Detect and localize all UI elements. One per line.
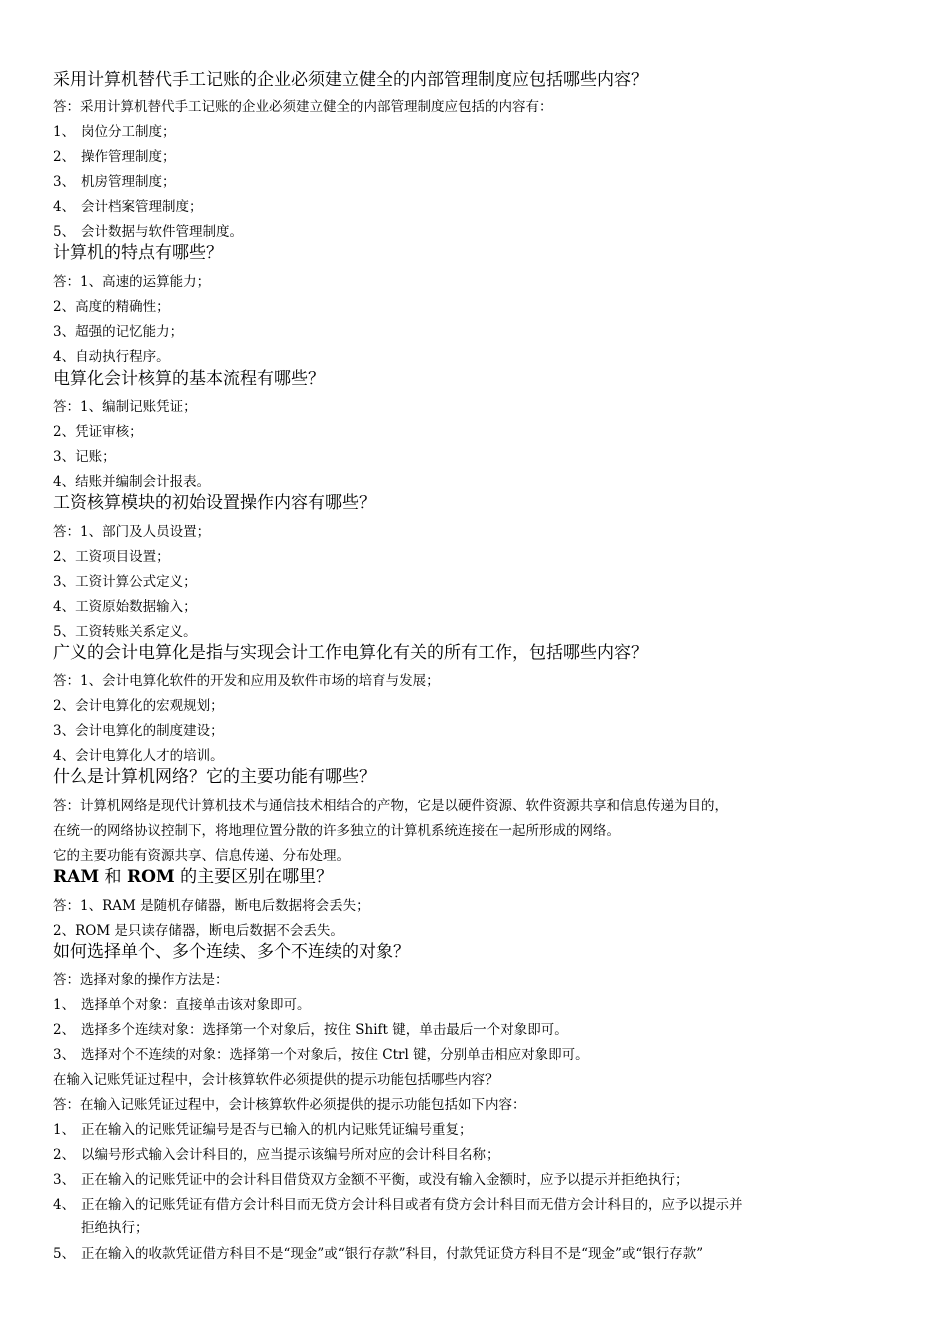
list-number: 3、 [53, 174, 76, 190]
answer-line: 2、会计电算化的宏观规划； [53, 698, 224, 714]
answer-line: 答：1、高速的运算能力； [53, 274, 211, 290]
answer-line: 答：1、RAM 是随机存储器，断电后数据将会丢失； [53, 898, 370, 914]
list-text: 会计数据与软件管理制度。 [81, 224, 243, 240]
question-heading: 广义的会计电算化是指与实现会计工作电算化有关的所有工作，包括哪些内容？ [53, 643, 648, 663]
list-item-continuation: 拒绝执行； [81, 1220, 149, 1236]
question-heading: 计算机的特点有哪些？ [53, 243, 223, 263]
list-number: 3、 [53, 1172, 76, 1188]
list-text: 正在输入的记账凭证中的会计科目借贷双方金额不平衡，或没有输入金额时，应予以提示并拒绝执行； [81, 1172, 689, 1188]
answer-line: 4、工资原始数据输入； [53, 599, 197, 615]
heading-text: 和 [99, 867, 127, 887]
list-number: 1、 [53, 124, 76, 140]
list-number: 5、 [53, 224, 76, 240]
question-heading [53, 866, 333, 888]
answer-line: 答：1、会计电算化软件的开发和应用及软件市场的培育与发展； [53, 673, 440, 689]
answer-line: 在统一的网络协议控制下，将地理位置分散的许多独立的计算机系统连接在一起所形成的网络。 [53, 823, 620, 839]
question-heading: 采用计算机替代手工记账的企业必须建立健全的内部管理制度应包括哪些内容？ [53, 70, 648, 90]
list-text: 选择单个对象：直接单击该对象即可。 [81, 997, 311, 1013]
list-number: 4、 [53, 1197, 76, 1213]
list-number: 1、 [53, 1122, 76, 1138]
answer-line: 3、超强的记忆能力； [53, 324, 184, 340]
question-heading: 电算化会计核算的基本流程有哪些？ [53, 369, 325, 389]
answer-line: 2、ROM 是只读存储器，断电后数据不会丢失。 [53, 923, 344, 939]
heading-text: 的主要区别在哪里？ [174, 867, 334, 887]
answer-line: 2、工资项目设置； [53, 549, 170, 565]
list-text: 正在输入的记账凭证有借方会计科目而无贷方会计科目或者有贷方会计科目而无借方会计科目的，应予以提示并 [81, 1197, 743, 1213]
list-number: 5、 [53, 1246, 76, 1262]
list-text: 操作管理制度； [81, 149, 176, 165]
list-text: 岗位分工制度； [81, 124, 176, 140]
list-text: 选择多个连续对象：选择第一个对象后，按住 Shift 键，单击最后一个对象即可。 [81, 1022, 568, 1038]
question-heading: 在输入记账凭证过程中，会计核算软件必须提供的提示功能包括哪些内容？ [53, 1072, 499, 1088]
list-number: 1、 [53, 997, 76, 1013]
answer-line: 4、自动执行程序。 [53, 349, 170, 365]
list-text: 机房管理制度； [81, 174, 176, 190]
list-text: 正在输入的收款凭证借方科目不是“现金”或“银行存款”科目，付款凭证贷方科目不是“现金”或“银行存款” [81, 1246, 704, 1262]
answer-line: 5、工资转账关系定义。 [53, 624, 197, 640]
term-rom: ROM [126, 867, 175, 887]
answer-line: 2、高度的精确性； [53, 299, 170, 315]
list-number: 2、 [53, 1147, 76, 1163]
question-heading: 工资核算模块的初始设置操作内容有哪些？ [53, 493, 376, 513]
list-text: 选择对个不连续的对象：选择第一个对象后，按住 Ctrl 键，分别单击相应对象即可。 [81, 1047, 589, 1063]
list-number: 3、 [53, 1047, 76, 1063]
answer-line: 答：1、编制记账凭证； [53, 399, 197, 415]
list-text: 会计档案管理制度； [81, 199, 203, 215]
answer-intro: 答：采用计算机替代手工记账的企业必须建立健全的内部管理制度应包括的内容有： [53, 99, 553, 115]
answer-line: 它的主要功能有资源共享、信息传递、分布处理。 [53, 848, 350, 864]
list-text: 以编号形式输入会计科目的，应当提示该编号所对应的会计科目名称； [81, 1147, 500, 1163]
answer-intro: 答：选择对象的操作方法是： [53, 972, 229, 988]
list-number: 2、 [53, 1022, 76, 1038]
list-number: 2、 [53, 149, 76, 165]
question-heading: 如何选择单个、多个连续、多个不连续的对象？ [53, 942, 410, 962]
answer-line: 答：1、部门及人员设置； [53, 524, 211, 540]
answer-intro: 答：在输入记账凭证过程中，会计核算软件必须提供的提示功能包括如下内容： [53, 1097, 526, 1113]
answer-line: 2、凭证审核； [53, 424, 143, 440]
answer-line: 3、会计电算化的制度建设； [53, 723, 224, 739]
list-number: 4、 [53, 199, 76, 215]
answer-line: 3、工资计算公式定义； [53, 574, 197, 590]
list-text: 正在输入的记账凭证编号是否与已输入的机内记账凭证编号重复； [81, 1122, 473, 1138]
question-heading: 什么是计算机网络？它的主要功能有哪些？ [53, 767, 376, 787]
answer-line: 4、结账并编制会计报表。 [53, 474, 211, 490]
answer-line: 答：计算机网络是现代计算机技术与通信技术相结合的产物，它是以硬件资源、软件资源共享和信息传递为目的， [53, 798, 728, 814]
term-ram: RAM [53, 867, 100, 887]
answer-line: 4、会计电算化人才的培训。 [53, 748, 224, 764]
answer-line: 3、记账； [53, 449, 116, 465]
